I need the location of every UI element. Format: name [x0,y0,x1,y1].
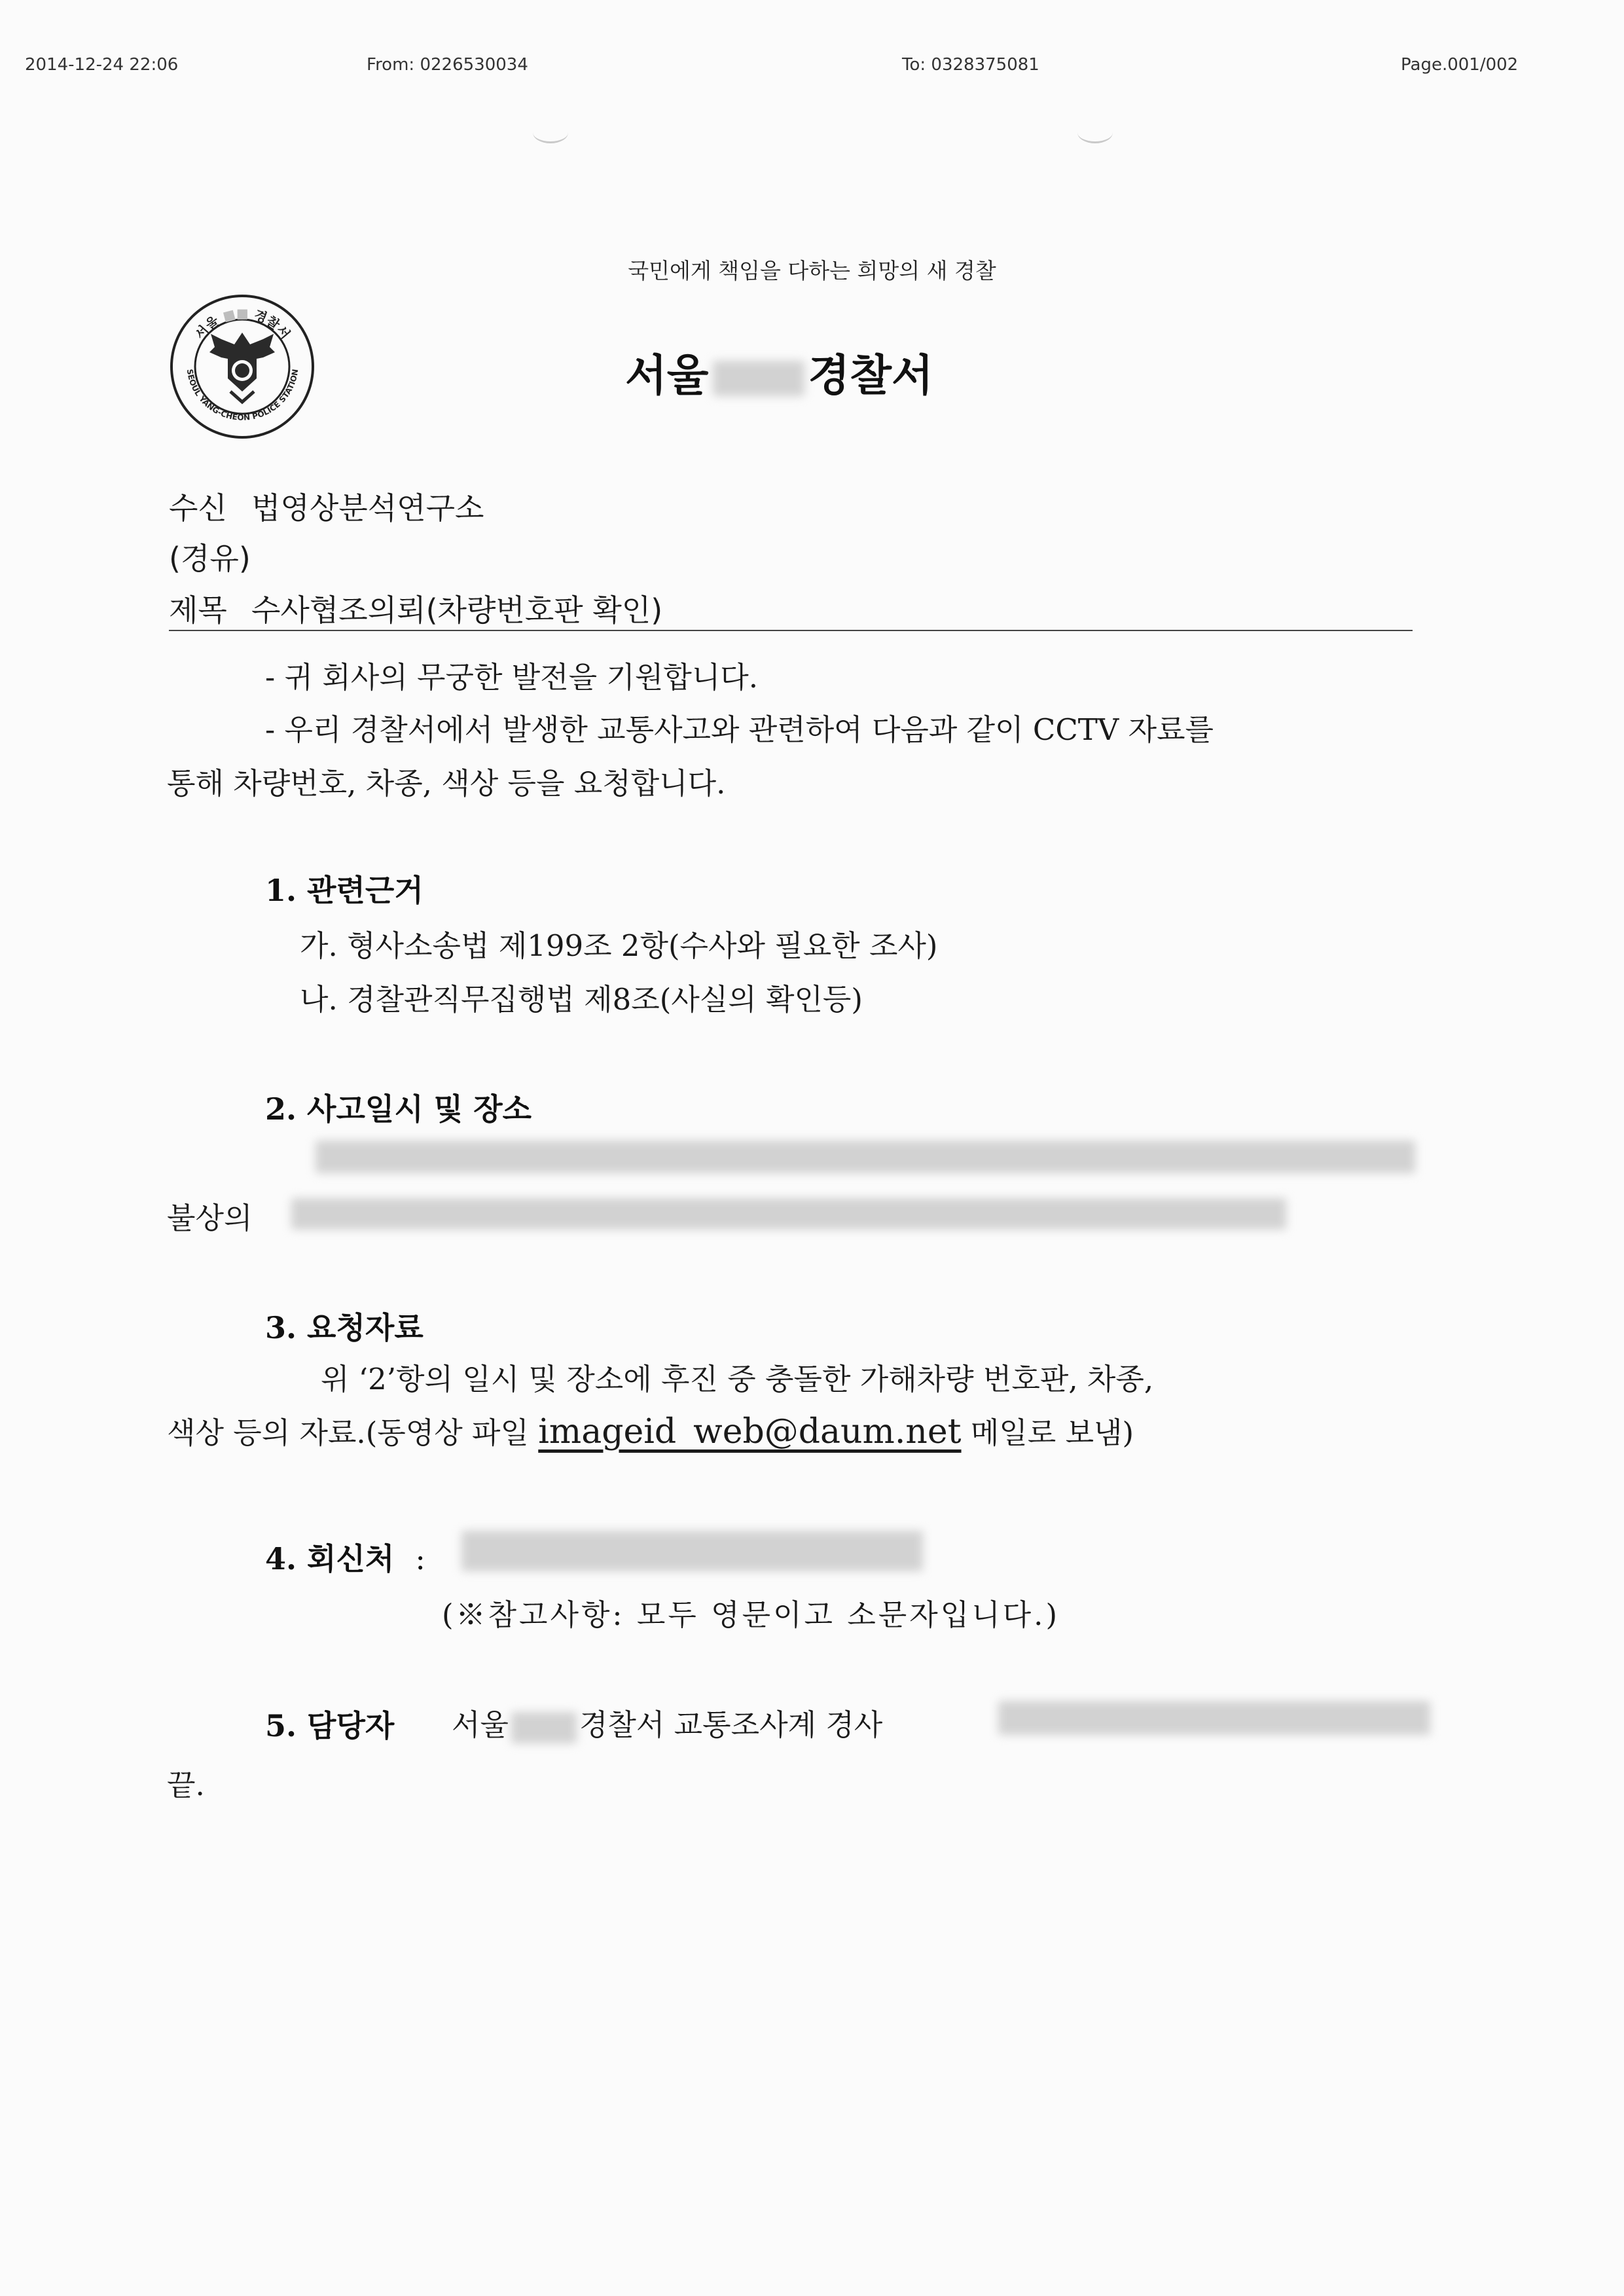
intro-line-1: - 귀 회사의 무궁한 발전을 기원합니다. [265,660,759,695]
section-5-title: 5. 담당자 [265,1708,395,1743]
section-5-contact [452,1701,882,1743]
police-seal-icon [169,293,316,441]
fax-to: To: 0328375081 [902,55,1039,75]
section-4-title [265,1535,425,1578]
redacted-block [461,1531,923,1571]
redacted-block [713,361,804,396]
org-prefix: 서울 [625,350,709,401]
fax-datetime: 2014-12-24 22:06 [25,55,179,75]
section-3-line-1: 위 ‘2’항의 일시 및 장소에 후진 중 충돌한 가해차량 번호판, 차종, [321,1362,1154,1396]
seal-top-suffix: 경찰서 [252,306,294,342]
redacted-block [998,1701,1430,1735]
section-4-colon: : [415,1541,425,1576]
closing-mark: 끝. [167,1768,205,1802]
section-3-line-2-suffix: 메일로 보냄) [970,1415,1134,1450]
punch-hole-mark [1077,122,1113,143]
email-link[interactable]: imageid_web@daum.net [538,1412,962,1451]
section-4-title-text: 4. 회신처 [265,1541,395,1576]
section-3-title: 3. 요청자료 [265,1310,424,1345]
recipient-value: 법영상분석연구소 [251,490,484,526]
organization-name [625,340,933,403]
redacted-block [291,1198,1286,1230]
section-2-line-2 [167,1194,252,1237]
section-2-line-2-prefix: 불상의 [167,1201,253,1235]
org-suffix: 경찰서 [808,350,933,401]
recipient-label: 수신 [169,490,227,526]
section-5-middle: 경찰서 교통조사계 경사 [579,1707,883,1742]
section-1-item-2: 나. 경찰관직무집행법 제8조(사실의 확인등) [300,982,863,1017]
slogan: 국민에게 책임을 다하는 희망의 새 경찰 [628,258,996,283]
section-4-note: (※참고사항: 모두 영문이고 소문자입니다.) [442,1597,1060,1632]
fax-page: Page.001/002 [1401,55,1519,75]
redacted-block [316,1140,1415,1173]
via-row: (경유) [169,541,251,576]
header-divider [169,630,1413,631]
fax-from: From: 0226530034 [367,55,528,75]
recipient-row [169,484,484,528]
section-3-line-2-prefix: 색상 등의 자료.(동영상 파일 [167,1415,529,1450]
subject-label: 제목 [169,592,227,628]
punch-hole-mark [533,122,568,143]
section-3-line-2 [167,1409,1134,1451]
intro-line-2: - 우리 경찰서에서 발생한 교통사고와 관련하여 다음과 같이 CCTV 자료를 [265,712,1214,747]
subject-value: 수사협조의뢰(차량번호판 확인) [251,592,663,628]
section-1-title: 1. 관련근거 [265,873,424,908]
seal-top-text: 서울 [191,312,222,342]
redacted-block [511,1712,577,1743]
section-1-item-1: 가. 형사소송법 제199조 2항(수사와 필요한 조사) [300,928,938,963]
intro-line-3: 통해 차량번호, 차종, 색상 등을 요청합니다. [167,766,726,801]
svg-text:서울 ■■ 경찰서: 서울 ■■ 경찰서 [191,305,294,342]
seal-bottom-text: SEOUL YANG-CHEON POLICE STATION [185,368,300,422]
subject-row [169,587,662,630]
section-5-prefix: 서울 [452,1707,509,1742]
section-2-title: 2. 사고일시 및 장소 [265,1091,532,1127]
